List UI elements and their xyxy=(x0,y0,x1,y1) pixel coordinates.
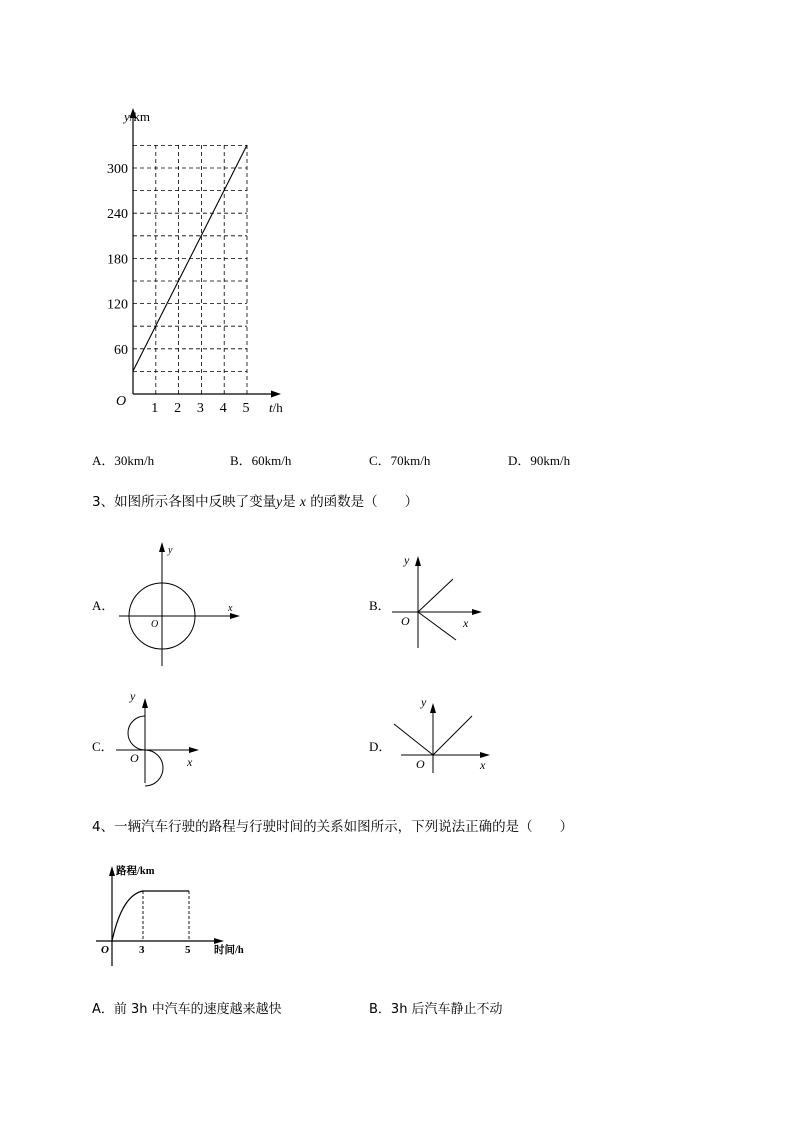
q4-distance-time-graph xyxy=(94,856,254,968)
q4-option-b[interactable]: B．3h 后汽车静止不动 xyxy=(369,1002,503,1017)
q2-option-d[interactable]: D．90km/h xyxy=(508,453,571,468)
q2-option-b[interactable]: B．60km/h xyxy=(230,453,292,468)
q4-option-a[interactable]: A．前 3h 中汽车的速度越来越快 xyxy=(92,1002,282,1017)
origin-label: O xyxy=(116,394,127,409)
q3-graph-d-v-shape[interactable] xyxy=(390,690,495,776)
svg-text:O: O xyxy=(151,619,159,630)
x-tick-label: 3 xyxy=(196,401,204,416)
y-tick-label: 60 xyxy=(114,342,128,358)
q4-tick-3: 3 xyxy=(139,944,145,956)
y-axis-label: y/km xyxy=(124,109,151,124)
q2-option-a[interactable]: A．30km/h xyxy=(92,453,155,468)
y-tick-label: 120 xyxy=(107,297,128,313)
y-tick-label: 180 xyxy=(107,252,128,268)
svg-text:y: y xyxy=(421,695,427,709)
svg-text:O: O xyxy=(130,751,139,765)
x-tick-label: 1 xyxy=(151,401,159,416)
y-tick-label: 240 xyxy=(107,207,128,223)
svg-text:y: y xyxy=(130,689,136,703)
q3-option-c-label[interactable]: C． xyxy=(92,739,114,754)
svg-text:x: x xyxy=(187,755,193,769)
x-axis-arrow xyxy=(271,391,281,398)
q4-question-stem: 4、一辆汽车行驶的路程与行驶时间的关系如图所示，下列说法正确的是（ ） xyxy=(92,819,574,835)
q3-option-a-label[interactable]: A． xyxy=(92,598,115,613)
q3-graph-a-circle[interactable] xyxy=(110,540,245,670)
q3-graph-b-rays[interactable] xyxy=(390,548,490,653)
svg-text:y: y xyxy=(404,553,410,567)
q3-graph-c-semicircles[interactable] xyxy=(110,686,210,790)
q3-question-stem: 3、如图所示各图中反映了变量y是 x 的函数是（ ） xyxy=(92,494,419,510)
x-tick-label: 2 xyxy=(174,401,182,416)
x-tick-label: 4 xyxy=(219,401,227,416)
x-axis-label: t/h xyxy=(269,400,283,415)
svg-text:O: O xyxy=(401,614,410,628)
q4-y-axis-label: 路程/km xyxy=(116,866,155,877)
svg-text:O: O xyxy=(416,757,425,771)
svg-text:x: x xyxy=(480,758,486,772)
svg-text:x: x xyxy=(228,603,233,614)
grid-lines xyxy=(133,145,247,394)
q2-option-c[interactable]: C．70km/h xyxy=(369,453,431,468)
q4-x-axis-label: 时间/h xyxy=(214,945,244,956)
x-tick-label: 5 xyxy=(242,401,250,416)
svg-text:x: x xyxy=(463,616,469,630)
svg-text:y: y xyxy=(168,545,173,556)
y-tick-label: 300 xyxy=(107,162,128,177)
distance-time-chart xyxy=(100,100,300,420)
q4-tick-5: 5 xyxy=(185,944,191,956)
q4-origin-label: O xyxy=(101,944,109,956)
q3-option-d-label[interactable]: D． xyxy=(369,739,392,754)
q3-option-b-label[interactable]: B． xyxy=(369,598,391,613)
